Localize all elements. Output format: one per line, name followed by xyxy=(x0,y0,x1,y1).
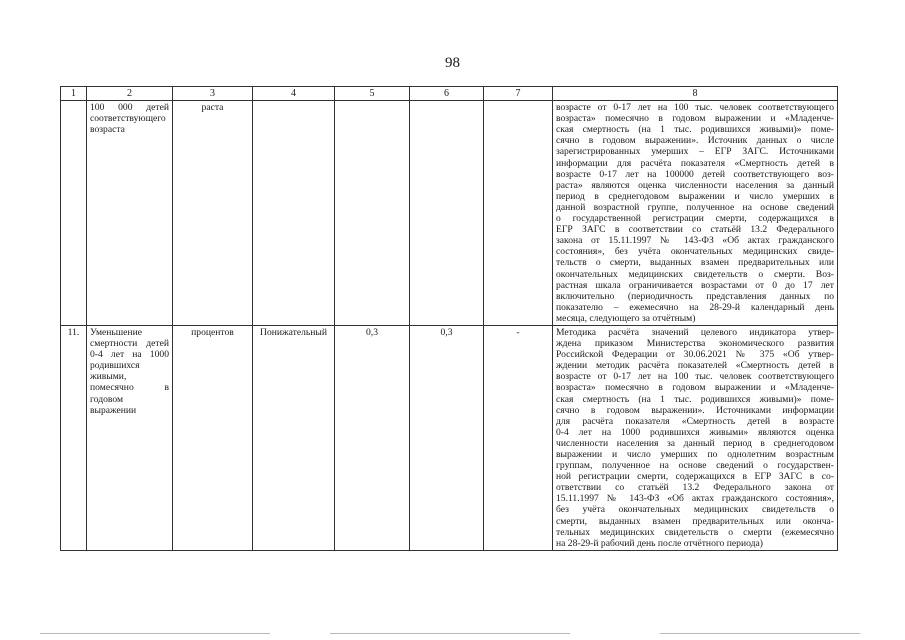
methodology-description xyxy=(553,325,838,550)
unit-of-measure: раста xyxy=(173,101,253,326)
methodology-description xyxy=(553,101,838,326)
indicator-direction: Понижательный xyxy=(253,325,335,550)
description-line: тельных медицинских свидетельств о смерти (ежемесячно xyxy=(556,526,834,538)
description-line: сячно в годовом выражении». Источниками информации xyxy=(556,404,834,416)
description-line: возрасте от 0-17 лет на 100 тыс. человек соответствующего xyxy=(556,102,834,114)
column-header: 2 xyxy=(87,87,173,101)
page-number: 98 xyxy=(445,55,460,71)
description-line: состояния», без учёта окончательных медицинских свиде- xyxy=(556,246,834,258)
column-header: 1 xyxy=(61,87,87,101)
description-line: информации для расчёта показателя «Смертность детей в xyxy=(556,157,834,169)
description-line: включительно (периодичность представления данных по xyxy=(556,290,834,302)
description-line: сячно в годовом выражении». Источник данных о числе xyxy=(556,135,834,147)
scan-artifact xyxy=(40,633,270,634)
scan-artifact xyxy=(330,633,570,634)
description-line: данной возрастной группе, полученное на основе сведений xyxy=(556,201,834,213)
row-number xyxy=(61,101,87,326)
description-line: Российской Федерации от 30.06.2021 № 375 «Об утвер- xyxy=(556,349,834,361)
scan-artifact xyxy=(660,633,860,634)
description-line: ждении методик расчёта показателей «Смертность детей в xyxy=(556,360,834,372)
description-line: численности населения за данный период в среднегодовом xyxy=(556,437,834,449)
description-line: раста» являются оценка численности населения за данный xyxy=(556,179,834,191)
description-line: 15.11.1997 № 143-ФЗ «Об актах гражданского состояния», xyxy=(556,493,834,505)
description-line: 0-4 лет на 1000 родившихся живыми» являются оценка xyxy=(556,426,834,438)
row-number: 11. xyxy=(61,325,87,550)
extra-value xyxy=(484,101,553,326)
target-value: 0,3 xyxy=(410,325,484,550)
column-header: 5 xyxy=(335,87,410,101)
description-line: без учёта окончательных медицинских свидетельств о xyxy=(556,504,834,516)
description-line: возраста» помесячно в годовом выражении и «Младенче- xyxy=(556,382,834,394)
target-value xyxy=(410,101,484,326)
description-line: выражении и число умерших по однолетним возрастным xyxy=(556,449,834,460)
description-line: ной регистрации смерти, содержащихся в ЕГР ЗАГС в со- xyxy=(556,471,834,483)
description-line: о государственной регистрации смерти, содержащихся в xyxy=(556,213,834,225)
description-line: ждена приказом Министерства экономического развития xyxy=(556,338,834,350)
indicator-name: 100 000 детей соответствующего возраста xyxy=(87,101,173,326)
description-line: зарегистрированных умерших – ЕГР ЗАГС. Источниками xyxy=(556,146,834,158)
description-line: ская смертность (на 1 тыс. родившихся живыми)» поме- xyxy=(556,124,834,136)
indicator-name: Уменьшение смертности детей 0-4 лет на 1000 родившихся живыми, помесячно в годовом выражении xyxy=(87,325,173,550)
description-line: Методика расчёта значений целевого индикатора утвер- xyxy=(556,326,834,338)
description-line: ответствии со статьёй 13.2 Федерального закона от xyxy=(556,482,834,494)
extra-value: - xyxy=(484,325,553,550)
description-line: возраста» помесячно в годовом выражении и «Младенче- xyxy=(556,113,834,125)
description-line: смерти, выданных взамен предварительных или оконча- xyxy=(556,515,834,527)
description-line: период в среднегодовом выражении и число умерших в xyxy=(556,190,834,202)
description-line: закона от 15.11.1997 № 143-ФЗ «Об актах гражданского xyxy=(556,235,834,247)
column-header: 6 xyxy=(410,87,484,101)
column-header: 4 xyxy=(253,87,335,101)
description-line: показателю – ежемесячно на 28-29-й календарный день xyxy=(556,301,834,313)
indicator-direction xyxy=(253,101,335,326)
description-line: тельств о смерти, выданных взамен предварительных или xyxy=(556,257,834,269)
description-line: месяца, следующего за отчётным) xyxy=(556,312,696,324)
description-line: для расчёта показателя «Смертность детей в возрасте xyxy=(556,415,834,427)
column-header: 8 xyxy=(553,87,838,101)
description-line: на 28-29-й рабочий день после отчётного периода) xyxy=(556,537,763,549)
column-header: 7 xyxy=(484,87,553,101)
description-line: ская смертность (на 1 тыс. родившихся живыми)» поме- xyxy=(556,393,834,405)
table-row xyxy=(61,325,838,550)
description-line: группам, полученное на основе сведений о государствен- xyxy=(556,460,834,472)
column-header: 3 xyxy=(173,87,253,101)
base-value: 0,3 xyxy=(335,325,410,550)
base-value xyxy=(335,101,410,326)
header-row xyxy=(61,87,838,101)
description-line: возрасте от 0-17 лет на 100 тыс. человек соответствующего xyxy=(556,371,834,383)
description-line: ЕГР ЗАГС в соответствии со статьёй 13.2 Федерального xyxy=(556,224,834,236)
description-line: возрасте 0-17 лет на 100000 детей соответствующего воз- xyxy=(556,168,834,180)
description-line: растная шкала ограничивается возрастами от 0 до 17 лет xyxy=(556,279,834,291)
unit-of-measure: процентов xyxy=(173,325,253,550)
table-row xyxy=(61,101,838,326)
description-line: окончательных медицинских свидетельств о смерти. Воз- xyxy=(556,268,834,280)
indicator-table xyxy=(60,86,838,551)
